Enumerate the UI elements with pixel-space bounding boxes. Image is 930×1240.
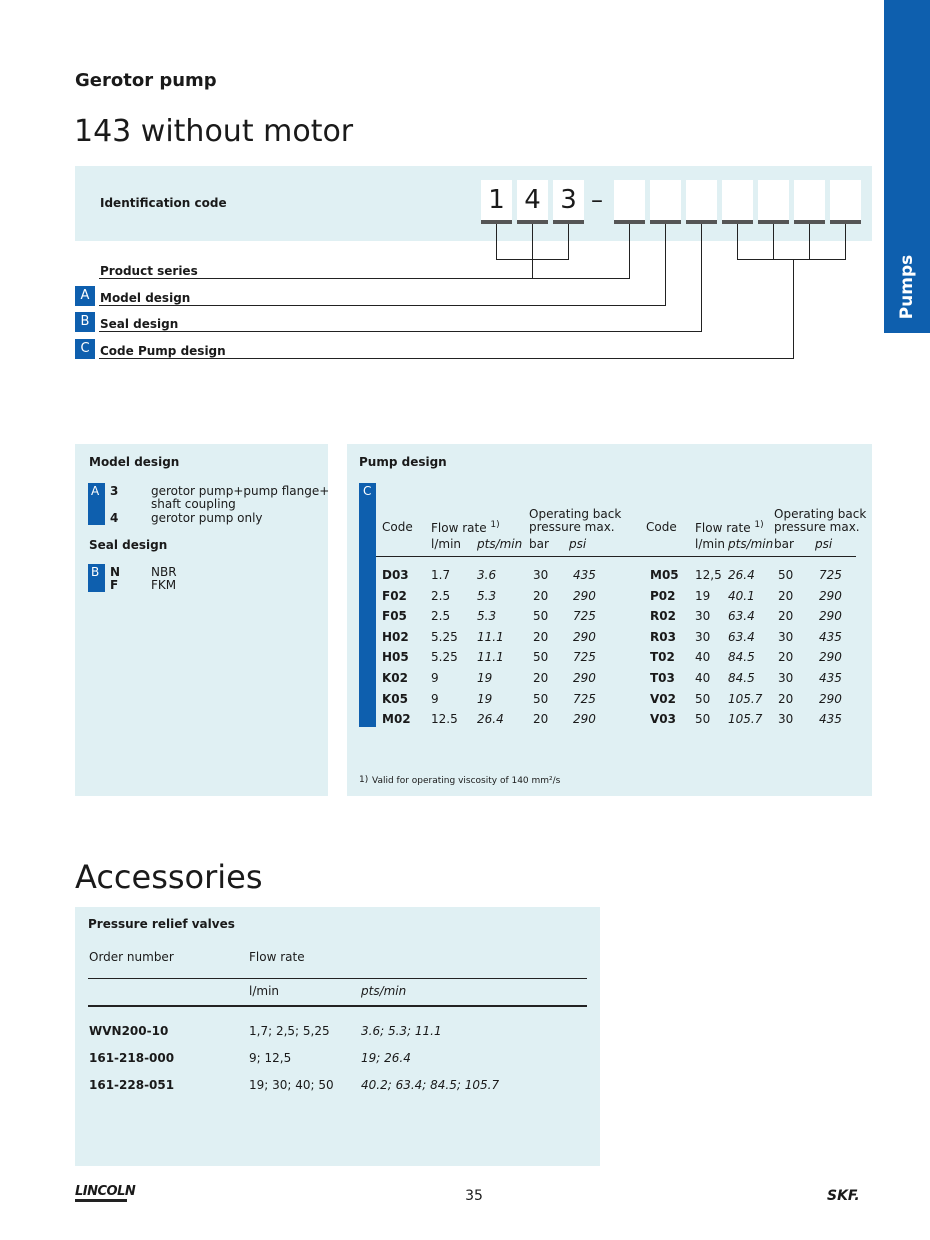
header-pressure-max: pressure max. <box>529 520 615 534</box>
code-dash: – <box>591 186 603 214</box>
pump-cell-psi: 435 <box>819 671 842 685</box>
pump-cell-pts: 5.3 <box>477 609 497 624</box>
code-slot-c1 <box>686 180 717 220</box>
pump-cell-psi: 290 <box>573 712 596 727</box>
pump-cell-code: R03 <box>650 629 676 644</box>
pump-cell-bar: 20 <box>533 671 549 685</box>
pump-cell-lmin: 2.5 <box>431 588 451 603</box>
pump-cell-psi: 290 <box>573 629 596 644</box>
pump-cell-bar: 20 <box>778 609 794 624</box>
legend-badge-c: C <box>75 339 95 359</box>
connector-line <box>629 224 630 279</box>
footnote-mark: 1) <box>359 775 369 785</box>
pump-cell-lmin: 12,5 <box>695 568 722 582</box>
pump-cell-pts: 63.4 <box>728 629 755 644</box>
pump-cell-bar: 20 <box>778 691 794 706</box>
pump-cell-pts: 11.1 <box>477 629 504 644</box>
header-ptsmin: pts/min <box>477 537 523 551</box>
model-badge-letter: A <box>91 484 100 498</box>
header-pressure-max: pressure max. <box>774 520 860 534</box>
pump-cell-bar: 20 <box>533 588 549 603</box>
pump-cell-bar: 30 <box>778 629 794 644</box>
pump-cell-pts: 19 <box>477 691 493 706</box>
page-title: 143 without motor <box>74 114 354 149</box>
pump-cell-code: F05 <box>382 609 407 624</box>
pump-cell-psi: 435 <box>819 712 842 727</box>
pump-cell-bar: 20 <box>533 629 549 644</box>
col-lmin: l/min <box>249 984 280 998</box>
pump-cell-code: T03 <box>650 671 675 685</box>
pump-cell-pts: 26.4 <box>477 712 504 727</box>
header-ptsmin: pts/min <box>728 537 774 551</box>
header-op-back: Operating back <box>529 507 622 521</box>
pump-cell-code: F02 <box>382 588 407 603</box>
pump-cell-lmin: 5.25 <box>431 629 458 644</box>
model-desc: gerotor pump only <box>151 511 263 525</box>
legend-badge-b: B <box>75 312 95 332</box>
pump-cell-pts: 105.7 <box>728 691 763 706</box>
pump-cell-code: H05 <box>382 650 409 665</box>
pump-cell-bar: 50 <box>533 609 549 624</box>
accessory-lmin: 19; 30; 40; 50 <box>249 1078 334 1092</box>
pump-cell-code: K05 <box>382 691 408 706</box>
header-psi: psi <box>815 537 833 551</box>
header-code: Code <box>646 520 677 534</box>
pump-cell-pts: 11.1 <box>477 650 504 665</box>
pump-cell-pts: 5.3 <box>477 588 497 603</box>
code-slot-b <box>650 180 681 220</box>
pump-cell-pts: 40.1 <box>728 588 755 603</box>
connector-line <box>532 224 533 279</box>
pump-cell-lmin: 9 <box>431 691 439 706</box>
skf-logo: SKF. <box>827 1188 860 1204</box>
legend-seal-design: Seal design <box>100 317 179 331</box>
pump-cell-lmin: 40 <box>695 671 711 685</box>
code-digit-3: 3 <box>553 180 584 220</box>
page-subtitle: Gerotor pump <box>75 70 217 91</box>
header-bar: bar <box>529 537 549 551</box>
pump-cell-psi: 290 <box>819 588 842 603</box>
pump-cell-psi: 435 <box>573 568 596 582</box>
accessory-pts: 3.6; 5.3; 11.1 <box>361 1024 442 1038</box>
pump-cell-pts: 19 <box>477 671 493 685</box>
pump-cell-pts: 105.7 <box>728 712 763 727</box>
model-code: 3 <box>110 484 119 498</box>
legend-product-series: Product series <box>100 264 198 278</box>
pump-cell-lmin: 40 <box>695 650 711 665</box>
header-bar: bar <box>774 537 794 551</box>
seal-code: N <box>110 565 121 579</box>
pump-cell-psi: 725 <box>573 691 596 706</box>
connector-line <box>845 224 846 260</box>
seal-code: F <box>110 578 119 592</box>
connector-line <box>665 224 666 306</box>
header-code: Code <box>382 520 413 534</box>
connector-line <box>568 224 569 260</box>
pump-cell-code: M05 <box>650 568 679 582</box>
pump-cell-code: H02 <box>382 629 409 644</box>
pump-cell-code: P02 <box>650 588 676 603</box>
model-desc: shaft coupling <box>151 497 236 511</box>
lincoln-logo: LINCOLN <box>75 1184 136 1199</box>
seal-desc: NBR <box>151 565 177 579</box>
pump-cell-lmin: 50 <box>695 712 711 727</box>
header-psi: psi <box>569 537 587 551</box>
pump-cell-psi: 435 <box>819 629 842 644</box>
pump-cell-bar: 50 <box>778 568 794 582</box>
pump-cell-psi: 725 <box>573 609 596 624</box>
header-flow-rate: Flow rate $^{1)}$ <box>695 520 764 535</box>
pump-cell-code: V02 <box>650 691 676 706</box>
connector-line <box>99 305 666 306</box>
seal-design-title: Seal design <box>89 538 168 552</box>
pump-cell-lmin: 2.5 <box>431 609 451 624</box>
col-flow-rate: Flow rate <box>249 950 305 964</box>
model-code: 4 <box>110 511 119 525</box>
pump-cell-bar: 50 <box>533 650 549 665</box>
connector-line <box>737 224 738 260</box>
pump-cell-bar: 30 <box>533 568 549 582</box>
seal-badge-letter: B <box>91 565 100 579</box>
pump-cell-code: K02 <box>382 671 408 685</box>
pump-cell-lmin: 30 <box>695 609 711 624</box>
pump-cell-bar: 30 <box>778 671 794 685</box>
pump-cell-lmin: 1.7 <box>431 568 451 582</box>
accessories-rule <box>88 978 587 979</box>
connector-line <box>99 358 794 359</box>
pump-cell-bar: 20 <box>778 650 794 665</box>
section-tab-label: Pumps <box>897 254 917 320</box>
header-lmin: l/min <box>695 537 726 551</box>
pump-cell-lmin: 12.5 <box>431 712 458 727</box>
legend-code-pump-design: Code Pump design <box>100 344 226 358</box>
connector-line <box>793 259 794 359</box>
code-slot-c4 <box>794 180 825 220</box>
header-op-back: Operating back <box>774 507 867 521</box>
identification-code-label: Identification code <box>100 196 227 210</box>
pump-cell-bar: 20 <box>533 712 549 727</box>
pump-cell-psi: 290 <box>819 650 842 665</box>
pump-cell-lmin: 19 <box>695 588 711 603</box>
connector-line <box>809 224 810 260</box>
pump-cell-psi: 290 <box>819 691 842 706</box>
pump-cell-psi: 725 <box>573 650 596 665</box>
accessory-lmin: 1,7; 2,5; 5,25 <box>249 1024 330 1038</box>
pump-cell-pts: 26.4 <box>728 568 755 582</box>
col-ptsmin: pts/min <box>361 984 407 998</box>
header-flow-rate: Flow rate $^{1)}$ <box>431 520 500 535</box>
pump-cell-lmin: 5.25 <box>431 650 458 665</box>
accessories-panel-title: Pressure relief valves <box>88 917 235 931</box>
footnote-text: Valid for operating viscosity of 140 mm²/s <box>372 776 561 786</box>
pump-cell-lmin: 50 <box>695 691 711 706</box>
pump-cell-code: R02 <box>650 609 676 624</box>
pump-cell-pts: 63.4 <box>728 609 755 624</box>
code-slot-c5 <box>830 180 861 220</box>
pump-cell-lmin: 30 <box>695 629 711 644</box>
pump-cell-bar: 20 <box>778 588 794 603</box>
col-order-number: Order number <box>89 950 174 964</box>
accessory-order: 161-218-000 <box>89 1051 175 1065</box>
pump-cell-bar: 30 <box>778 712 794 727</box>
accessory-pts: 40.2; 63.4; 84.5; 105.7 <box>361 1078 500 1092</box>
pump-cell-lmin: 9 <box>431 671 439 685</box>
pump-badge-letter: C <box>363 484 372 498</box>
pump-cell-code: V03 <box>650 712 676 727</box>
connector-line <box>773 224 774 260</box>
pump-cell-bar: 50 <box>533 691 549 706</box>
model-design-title: Model design <box>89 455 180 469</box>
pump-cell-psi: 290 <box>819 609 842 624</box>
connector-line <box>496 224 497 260</box>
accessory-order: WVN200-10 <box>89 1024 169 1038</box>
connector-line <box>99 331 702 332</box>
accessories-title: Accessories <box>75 858 263 896</box>
pump-cell-pts: 3.6 <box>477 568 497 582</box>
pump-badge-bar <box>359 483 376 727</box>
code-slot-a <box>614 180 645 220</box>
header-lmin: l/min <box>431 537 462 551</box>
code-slot-c2 <box>722 180 753 220</box>
accessory-pts: 19; 26.4 <box>361 1051 411 1065</box>
accessory-lmin: 9; 12,5 <box>249 1051 292 1065</box>
accessory-order: 161-228-051 <box>89 1078 175 1092</box>
pump-design-title: Pump design <box>359 455 447 469</box>
connector-line <box>701 224 702 332</box>
code-digit-2: 4 <box>517 180 548 220</box>
legend-badge-a: A <box>75 286 95 306</box>
pump-cell-psi: 290 <box>573 588 596 603</box>
accessories-rule <box>88 1005 587 1007</box>
pump-cell-code: M02 <box>382 712 411 727</box>
connector-line <box>496 259 569 260</box>
connector-line <box>99 278 630 279</box>
connector-line <box>737 259 846 260</box>
pump-cell-psi: 290 <box>573 671 596 685</box>
footnote-ref: 1) <box>754 520 764 530</box>
code-slot-c3 <box>758 180 789 220</box>
pump-cell-code: D03 <box>382 568 409 582</box>
code-digit-1: 1 <box>481 180 512 220</box>
pump-cell-pts: 84.5 <box>728 650 755 665</box>
header-rule <box>376 556 856 557</box>
model-desc: gerotor pump+pump flange+ <box>151 484 330 498</box>
pump-cell-psi: 725 <box>819 568 842 582</box>
page-number: 35 <box>465 1188 483 1204</box>
seal-desc: FKM <box>151 578 177 592</box>
pump-cell-pts: 84.5 <box>728 671 755 685</box>
footnote-ref: 1) <box>490 520 500 530</box>
section-tab <box>884 0 930 333</box>
legend-model-design: Model design <box>100 291 191 305</box>
pump-cell-code: T02 <box>650 650 675 665</box>
